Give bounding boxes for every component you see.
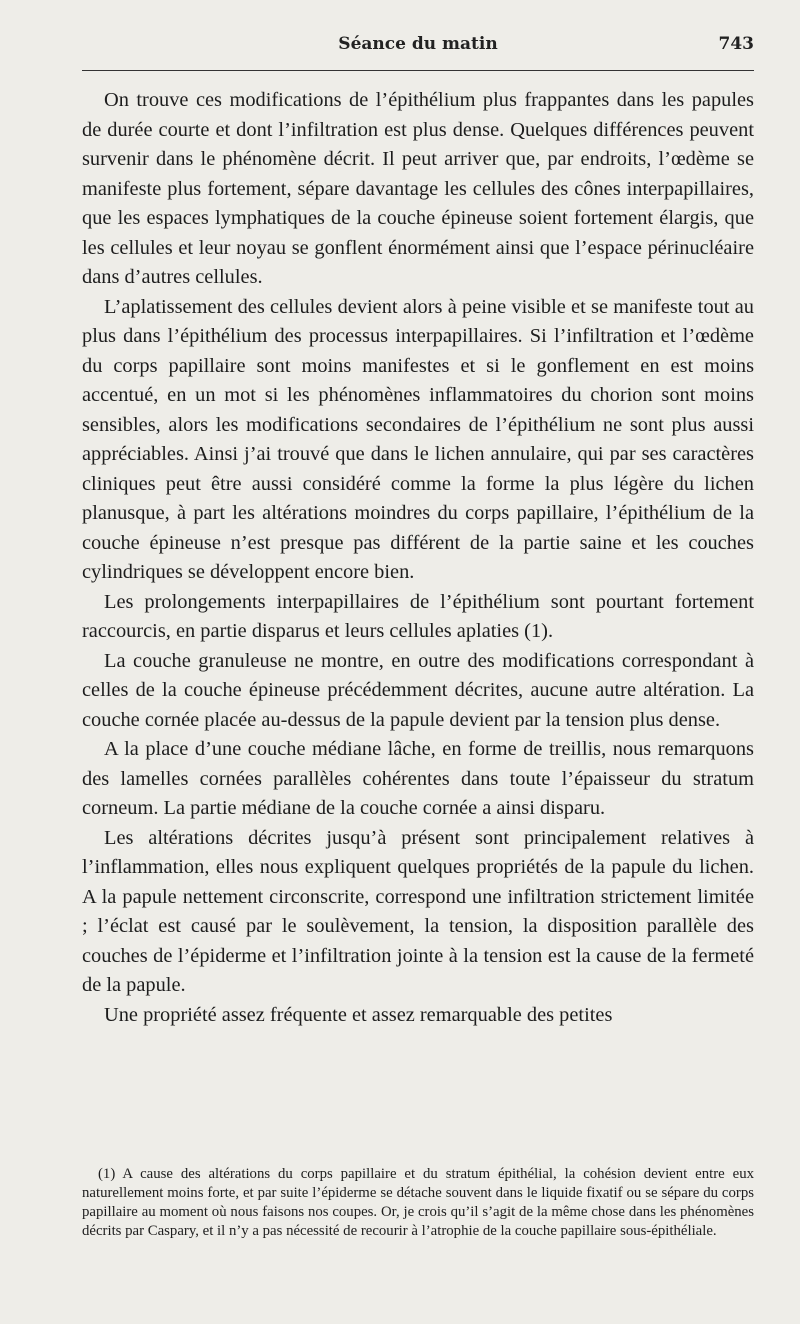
footnote-text: (1) A cause des altérations du corps papillaire et du stratum épithélial, la cohésion devient entre eux naturellement moins forte, et par suite l’épiderme se détache souvent dans le liquide fixatif ou se sépare du corps papillaire au moment où nous faisons nos coupes. Or, je crois qu’il s’agit de la même chose dans les phénomènes décrits par Caspary, et il n’y a pas nécessité de recourir à l’atrophie de la couche papillaire sous-épithéliale. [82, 1166, 754, 1239]
page-number: 743 [718, 34, 754, 54]
paragraph-6: Les altérations décrites jusqu’à présent sont principalement relatives à l’inflammation, elles nous expliquent quelques propriétés de la papule du lichen. A la papule nettement circonscrite, correspond une infiltration strictement limitée ; l’éclat est causé par le soulèvement, la tension, la disposition parallèle des couches de l’épiderme et l’infiltration jointe à la tension est la cause de la fermeté de la papule. [82, 826, 754, 996]
running-title: Séance du matin [338, 34, 498, 54]
running-header [82, 32, 754, 60]
footnote [82, 1165, 754, 1241]
paragraph-4: La couche granuleuse ne montre, en outre des modifications correspondant à celles de la couche épineuse précédemment décrites, aucune autre altération. La couche cornée placée au-dessus de la papule devient par la tension plus dense. [82, 649, 754, 731]
body-text [82, 86, 754, 1030]
paragraph-5: A la place d’une couche médiane lâche, en forme de treillis, nous remarquons des lamelles cornées parallèles cohérentes dans toute l’épaisseur du stratum corneum. La partie médiane de la couche cornée a ainsi disparu. [82, 738, 754, 819]
paragraph-2: L’aplatissement des cellules devient alors à peine visible et se manifeste tout au plus dans l’épithélium des processus interpapillaires. Si l’infiltration et l’œdème du corps papillaire sont moins manifestes et si le gonflement en est moins accentué, en un mot si les phénomènes inflammatoires du chorion sont moins sensibles, alors les modifications secondaires de l’épithélium ne sont plus aussi appréciables. Ainsi j’ai trouvé que dans le lichen annulaire, qui par ses caractères cliniques peut être aussi considéré comme la forme la plus légère du lichen planusque, à part les altérations moindres du corps papillaire, l’épithélium de la couche épineuse n’est presque pas différent de la partie saine et les couches cylindriques se développent encore bien. [82, 295, 754, 583]
paragraph-7: Une propriété assez fréquente et assez remarquable des petites [104, 1003, 613, 1026]
paragraph-1: On trouve ces modifications de l’épithélium plus frappantes dans les papules de durée courte et dont l’infiltration est plus dense. Quelques différences peuvent survenir dans le phénomène décrit. Il peut arriver que, par endroits, l’œdème se manifeste plus fortement, sépare davantage les cellules des cônes interpapillaires, que les espaces lymphatiques de la couche épineuse soient fortement élargis, que les cellules et leur noyau se gonflent énormément ainsi que l’espace périnucléaire dans d’autres cellules. [82, 89, 754, 288]
header-rule [82, 70, 754, 71]
paragraph-3: Les prolongements interpapillaires de l’épithélium sont pourtant fortement raccourcis, en partie disparus et leurs cellules aplaties (1). [82, 590, 754, 642]
